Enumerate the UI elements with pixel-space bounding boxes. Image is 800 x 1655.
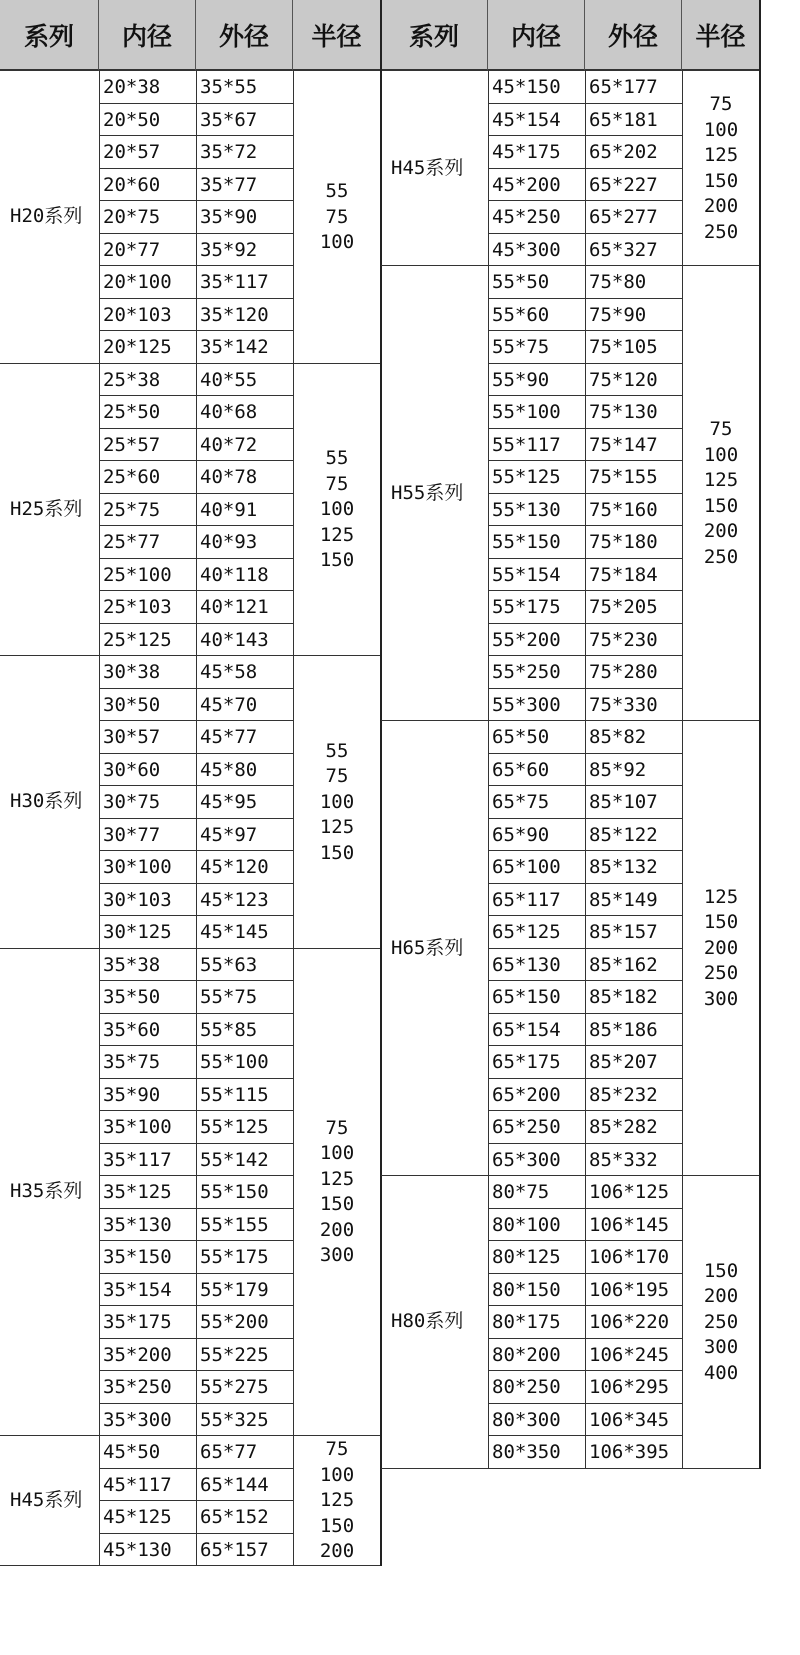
radius-value: 100 — [319, 231, 355, 253]
inner-diameter-cell: 35*125 — [103, 1181, 172, 1203]
outer-diameter-cell: 106*345 — [589, 1408, 670, 1431]
inner-diameter-cell: 20*77 — [103, 238, 161, 261]
outer-diameter-cell: 45*145 — [200, 921, 269, 943]
radius-value: 75 — [325, 205, 349, 228]
radius-value: 150 — [319, 1193, 355, 1216]
inner-diameter-cell: 65*90 — [492, 823, 550, 846]
inner-diameter-cell: 30*75 — [103, 791, 161, 813]
inner-diameter-cell: 55*125 — [492, 466, 561, 488]
outer-diameter-cell: 55*115 — [200, 1083, 269, 1106]
outer-diameter-cell: 45*70 — [200, 693, 258, 716]
inner-diameter-cell: 65*117 — [492, 888, 561, 911]
inner-diameter-cell: 20*103 — [103, 303, 172, 326]
outer-diameter-cell: 75*230 — [589, 628, 658, 651]
inner-diameter-cell: 65*75 — [492, 791, 550, 813]
outer-diameter-cell: 75*160 — [589, 498, 658, 521]
inner-diameter-cell: 65*130 — [492, 953, 561, 976]
outer-diameter-cell: 75*180 — [589, 531, 658, 553]
radius-value: 55 — [325, 739, 349, 762]
outer-diameter-cell: 85*282 — [589, 1116, 658, 1138]
header-inner-left: 内径 — [99, 0, 196, 71]
group-divider — [381, 265, 760, 266]
inner-diameter-cell: 25*125 — [103, 628, 172, 651]
inner-diameter-cell: 55*154 — [492, 563, 561, 586]
outer-diameter-cell: 40*121 — [200, 596, 269, 618]
outer-diameter-cell: 35*117 — [200, 271, 269, 293]
inner-diameter-cell: 25*50 — [103, 401, 161, 423]
inner-diameter-cell: 20*38 — [103, 76, 161, 98]
outer-diameter-cell: 45*80 — [200, 758, 258, 781]
column-divider — [196, 71, 197, 1566]
radius-value: 75 — [325, 1438, 349, 1461]
inner-diameter-cell: 30*57 — [103, 726, 161, 748]
inner-diameter-cell: 80*175 — [492, 1311, 561, 1333]
radius-value: 150 — [703, 494, 739, 517]
radius-values-left-1 — [293, 446, 381, 574]
radius-value: 400 — [703, 1361, 739, 1384]
outer-diameter-cell: 35*55 — [200, 76, 258, 98]
inner-diameter-cell: 35*100 — [103, 1116, 172, 1138]
outer-diameter-cell: 55*275 — [200, 1376, 269, 1398]
radius-values-right-0 — [682, 92, 760, 245]
radius-value: 125 — [703, 469, 739, 491]
inner-diameter-cell: 65*60 — [492, 758, 550, 781]
radius-values-right-3 — [682, 1259, 760, 1387]
inner-diameter-cell: 45*200 — [492, 173, 561, 196]
inner-diameter-cell: 65*50 — [492, 726, 550, 748]
series-label-right-3: H80系列 — [391, 1310, 464, 1333]
column-divider — [293, 71, 294, 1566]
inner-diameter-cell: 65*125 — [492, 921, 561, 943]
group-divider — [0, 363, 381, 364]
inner-diameter-cell: 45*125 — [103, 1506, 172, 1528]
radius-value: 125 — [319, 1167, 355, 1190]
outer-diameter-cell: 45*95 — [200, 791, 258, 813]
outer-diameter-cell: 55*63 — [200, 953, 258, 976]
radius-value: 75 — [325, 1116, 349, 1139]
outer-diameter-cell: 40*55 — [200, 368, 258, 391]
outer-diameter-cell: 35*142 — [200, 336, 269, 358]
header-series-left: 系列 — [0, 0, 99, 71]
radius-value: 200 — [703, 520, 739, 542]
radius-value: 250 — [703, 1310, 739, 1333]
radius-value: 250 — [703, 962, 739, 985]
outer-diameter-cell: 75*205 — [589, 596, 658, 618]
inner-diameter-cell: 45*150 — [492, 76, 561, 98]
outer-diameter-cell: 85*149 — [589, 888, 658, 911]
radius-value: 125 — [703, 885, 739, 908]
radius-value: 200 — [319, 1218, 355, 1241]
radius-value: 300 — [319, 1244, 355, 1267]
outer-diameter-cell: 106*245 — [589, 1343, 670, 1366]
outer-diameter-cell: 65*177 — [589, 76, 658, 98]
outer-diameter-cell: 85*207 — [589, 1051, 658, 1073]
radius-value: 125 — [319, 1489, 355, 1512]
inner-diameter-cell: 45*250 — [492, 206, 561, 228]
radius-values-left-0 — [293, 179, 381, 256]
radius-value: 55 — [325, 447, 349, 469]
inner-diameter-cell: 55*130 — [492, 498, 561, 521]
inner-diameter-cell: 20*50 — [103, 108, 161, 131]
radius-value: 150 — [703, 169, 739, 192]
inner-diameter-cell: 35*90 — [103, 1083, 161, 1106]
radius-value: 100 — [319, 498, 355, 520]
outer-diameter-cell: 55*175 — [200, 1246, 269, 1268]
group-divider — [0, 948, 381, 949]
inner-diameter-cell: 35*117 — [103, 1148, 172, 1171]
header-outer-right: 外径 — [585, 0, 682, 71]
outer-diameter-cell: 85*132 — [589, 856, 658, 878]
inner-diameter-cell: 30*50 — [103, 693, 161, 716]
inner-diameter-cell: 55*100 — [492, 401, 561, 423]
inner-diameter-cell: 30*125 — [103, 921, 172, 943]
radius-values-right-1 — [682, 417, 760, 570]
inner-diameter-cell: 30*38 — [103, 661, 161, 683]
outer-diameter-cell: 85*107 — [589, 791, 658, 813]
outer-diameter-cell: 35*120 — [200, 303, 269, 326]
radius-value: 200 — [703, 195, 739, 217]
header-series-right: 系列 — [381, 0, 488, 71]
outer-diameter-cell: 45*120 — [200, 856, 269, 878]
inner-diameter-cell: 35*154 — [103, 1278, 172, 1301]
column-divider — [682, 71, 683, 1469]
radius-value: 125 — [703, 144, 739, 166]
group-divider — [381, 720, 760, 721]
inner-diameter-cell: 55*150 — [492, 531, 561, 553]
group-divider — [381, 1175, 760, 1176]
column-divider — [585, 71, 586, 1469]
inner-diameter-cell: 35*75 — [103, 1051, 161, 1073]
radius-value: 125 — [319, 816, 355, 838]
outer-diameter-cell: 65*152 — [200, 1506, 269, 1528]
outer-diameter-cell: 35*90 — [200, 206, 258, 228]
radius-values-right-2 — [682, 885, 760, 1013]
radius-value: 150 — [703, 1259, 739, 1282]
series-label-left-1: H25系列 — [10, 497, 83, 520]
radius-values-left-3 — [293, 1116, 381, 1269]
radius-value: 250 — [703, 545, 739, 568]
radius-value: 75 — [325, 765, 349, 787]
outer-diameter-cell: 45*123 — [200, 888, 269, 911]
outer-diameter-cell: 85*232 — [589, 1083, 658, 1106]
outer-diameter-cell: 75*280 — [589, 661, 658, 683]
radius-value: 75 — [709, 418, 733, 440]
outer-diameter-cell: 40*91 — [200, 498, 258, 521]
inner-diameter-cell: 80*100 — [492, 1213, 561, 1236]
outer-diameter-cell: 75*105 — [589, 336, 658, 358]
inner-diameter-cell: 65*250 — [492, 1116, 561, 1138]
outer-diameter-cell: 85*92 — [589, 758, 647, 781]
inner-diameter-cell: 35*50 — [103, 986, 161, 1008]
outer-diameter-cell: 106*295 — [589, 1376, 670, 1398]
inner-diameter-cell: 55*50 — [492, 271, 550, 293]
inner-diameter-cell: 25*60 — [103, 466, 161, 488]
outer-diameter-cell: 45*58 — [200, 661, 258, 683]
radius-value: 150 — [319, 1514, 355, 1537]
header-inner-right: 内径 — [488, 0, 585, 71]
header-radius-right: 半径 — [682, 0, 760, 71]
inner-diameter-cell: 80*200 — [492, 1343, 561, 1366]
inner-diameter-cell: 25*75 — [103, 498, 161, 521]
outer-diameter-cell: 106*125 — [589, 1181, 670, 1203]
inner-diameter-cell: 55*75 — [492, 336, 550, 358]
outer-diameter-cell: 55*125 — [200, 1116, 269, 1138]
inner-diameter-cell: 55*175 — [492, 596, 561, 618]
inner-diameter-cell: 45*130 — [103, 1538, 172, 1561]
outer-diameter-cell: 85*122 — [589, 823, 658, 846]
outer-diameter-cell: 35*77 — [200, 173, 258, 196]
inner-diameter-cell: 55*250 — [492, 661, 561, 683]
inner-diameter-cell: 55*60 — [492, 303, 550, 326]
outer-diameter-cell: 75*120 — [589, 368, 658, 391]
side-border — [759, 0, 761, 1469]
inner-diameter-cell: 80*125 — [492, 1246, 561, 1268]
inner-diameter-cell: 80*150 — [492, 1278, 561, 1301]
radius-value: 100 — [319, 1142, 355, 1165]
radius-value: 75 — [709, 93, 733, 115]
inner-diameter-cell: 55*117 — [492, 433, 561, 456]
series-label-right-0: H45系列 — [391, 156, 464, 179]
outer-diameter-cell: 75*80 — [589, 271, 647, 293]
outer-diameter-cell: 40*78 — [200, 466, 258, 488]
inner-diameter-cell: 65*175 — [492, 1051, 561, 1073]
inner-diameter-cell: 80*300 — [492, 1408, 561, 1431]
outer-diameter-cell: 65*157 — [200, 1538, 269, 1561]
radius-value: 100 — [703, 118, 739, 141]
outer-diameter-cell: 85*186 — [589, 1018, 658, 1041]
inner-diameter-cell: 35*38 — [103, 953, 161, 976]
radius-value: 200 — [319, 1540, 355, 1563]
outer-diameter-cell: 75*330 — [589, 693, 658, 716]
outer-diameter-cell: 75*147 — [589, 433, 658, 456]
column-divider — [488, 71, 489, 1469]
outer-diameter-cell: 40*68 — [200, 401, 258, 423]
inner-diameter-cell: 45*175 — [492, 141, 561, 163]
column-divider — [99, 71, 100, 1566]
inner-diameter-cell: 35*150 — [103, 1246, 172, 1268]
outer-diameter-cell: 55*85 — [200, 1018, 258, 1041]
radius-value: 200 — [703, 1285, 739, 1307]
radius-value: 200 — [703, 936, 739, 959]
outer-diameter-cell: 65*144 — [200, 1473, 269, 1496]
group-divider — [381, 1468, 760, 1469]
inner-diameter-cell: 35*250 — [103, 1376, 172, 1398]
radius-value: 100 — [703, 443, 739, 466]
outer-diameter-cell: 40*72 — [200, 433, 258, 456]
radius-value: 100 — [319, 790, 355, 813]
outer-diameter-cell: 65*202 — [589, 141, 658, 163]
series-label-right-2: H65系列 — [391, 936, 464, 959]
outer-diameter-cell: 85*332 — [589, 1148, 658, 1171]
outer-diameter-cell: 35*72 — [200, 141, 258, 163]
header-outer-left: 外径 — [196, 0, 293, 71]
outer-diameter-cell: 75*155 — [589, 466, 658, 488]
outer-diameter-cell: 45*77 — [200, 726, 258, 748]
inner-diameter-cell: 55*300 — [492, 693, 561, 716]
outer-diameter-cell: 65*277 — [589, 206, 658, 228]
inner-diameter-cell: 65*300 — [492, 1148, 561, 1171]
series-label-left-3: H35系列 — [10, 1180, 83, 1203]
radius-value: 150 — [703, 911, 739, 934]
side-border — [380, 0, 382, 1566]
radius-value: 150 — [319, 549, 355, 571]
outer-diameter-cell: 55*142 — [200, 1148, 269, 1171]
radius-values-left-2 — [293, 739, 381, 867]
inner-diameter-cell: 35*130 — [103, 1213, 172, 1236]
group-divider — [0, 1435, 381, 1436]
inner-diameter-cell: 20*75 — [103, 206, 161, 228]
radius-value: 75 — [325, 472, 349, 495]
radius-value: 125 — [319, 523, 355, 546]
outer-diameter-cell: 40*93 — [200, 531, 258, 553]
inner-diameter-cell: 35*175 — [103, 1311, 172, 1333]
inner-diameter-cell: 45*50 — [103, 1441, 161, 1463]
outer-diameter-cell: 85*82 — [589, 726, 647, 748]
inner-diameter-cell: 20*100 — [103, 271, 172, 293]
outer-diameter-cell: 35*67 — [200, 108, 258, 131]
outer-diameter-cell: 55*225 — [200, 1343, 269, 1366]
inner-diameter-cell: 65*150 — [492, 986, 561, 1008]
inner-diameter-cell: 80*75 — [492, 1181, 550, 1203]
outer-diameter-cell: 35*92 — [200, 238, 258, 261]
inner-diameter-cell: 45*117 — [103, 1473, 172, 1496]
radius-value: 55 — [325, 180, 349, 202]
inner-diameter-cell: 65*100 — [492, 856, 561, 878]
outer-diameter-cell: 45*97 — [200, 823, 258, 846]
inner-diameter-cell: 20*57 — [103, 141, 161, 163]
outer-diameter-cell: 106*170 — [589, 1246, 670, 1268]
inner-diameter-cell: 30*100 — [103, 856, 172, 878]
radius-value: 100 — [319, 1463, 355, 1486]
outer-diameter-cell: 75*130 — [589, 401, 658, 423]
group-divider — [0, 1565, 381, 1566]
outer-diameter-cell: 65*181 — [589, 108, 658, 131]
inner-diameter-cell: 80*350 — [492, 1441, 561, 1463]
series-label-left-2: H30系列 — [10, 790, 83, 813]
inner-diameter-cell: 25*77 — [103, 531, 161, 553]
header-radius-left: 半径 — [293, 0, 381, 71]
radius-value: 300 — [703, 987, 739, 1010]
outer-diameter-cell: 40*143 — [200, 628, 269, 651]
outer-diameter-cell: 106*220 — [589, 1311, 670, 1333]
inner-diameter-cell: 35*300 — [103, 1408, 172, 1431]
inner-diameter-cell: 45*300 — [492, 238, 561, 261]
outer-diameter-cell: 55*200 — [200, 1311, 269, 1333]
inner-diameter-cell: 55*90 — [492, 368, 550, 391]
inner-diameter-cell: 45*154 — [492, 108, 561, 131]
outer-diameter-cell: 55*179 — [200, 1278, 269, 1301]
radius-values-left-4 — [293, 1437, 381, 1565]
series-label-left-0: H20系列 — [10, 205, 83, 228]
outer-diameter-cell: 106*395 — [589, 1441, 670, 1463]
inner-diameter-cell: 30*103 — [103, 888, 172, 911]
series-label-left-4: H45系列 — [10, 1489, 83, 1511]
outer-diameter-cell: 55*100 — [200, 1051, 269, 1073]
inner-diameter-cell: 35*60 — [103, 1018, 161, 1041]
inner-diameter-cell: 65*200 — [492, 1083, 561, 1106]
radius-value: 300 — [703, 1336, 739, 1358]
outer-diameter-cell: 65*77 — [200, 1441, 258, 1463]
inner-diameter-cell: 25*38 — [103, 368, 161, 391]
group-divider — [0, 655, 381, 656]
outer-diameter-cell: 85*157 — [589, 921, 658, 943]
inner-diameter-cell: 30*60 — [103, 758, 161, 781]
inner-diameter-cell: 35*200 — [103, 1343, 172, 1366]
inner-diameter-cell: 80*250 — [492, 1376, 561, 1398]
outer-diameter-cell: 55*150 — [200, 1181, 269, 1203]
outer-diameter-cell: 85*162 — [589, 953, 658, 976]
inner-diameter-cell: 30*77 — [103, 823, 161, 846]
inner-diameter-cell: 20*125 — [103, 336, 172, 358]
outer-diameter-cell: 65*327 — [589, 238, 658, 261]
radius-value: 150 — [319, 841, 355, 864]
radius-value: 250 — [703, 220, 739, 243]
outer-diameter-cell: 65*227 — [589, 173, 658, 196]
outer-diameter-cell: 75*184 — [589, 563, 658, 586]
outer-diameter-cell: 55*325 — [200, 1408, 269, 1431]
outer-diameter-cell: 85*182 — [589, 986, 658, 1008]
outer-diameter-cell: 55*75 — [200, 986, 258, 1008]
series-label-right-1: H55系列 — [391, 481, 464, 504]
inner-diameter-cell: 65*154 — [492, 1018, 561, 1041]
outer-diameter-cell: 55*155 — [200, 1213, 269, 1236]
outer-diameter-cell: 106*145 — [589, 1213, 670, 1236]
outer-diameter-cell: 40*118 — [200, 563, 269, 586]
inner-diameter-cell: 25*100 — [103, 563, 172, 586]
inner-diameter-cell: 20*60 — [103, 173, 161, 196]
outer-diameter-cell: 106*195 — [589, 1278, 670, 1301]
inner-diameter-cell: 55*200 — [492, 628, 561, 651]
outer-diameter-cell: 75*90 — [589, 303, 647, 326]
inner-diameter-cell: 25*57 — [103, 433, 161, 456]
inner-diameter-cell: 25*103 — [103, 596, 172, 618]
